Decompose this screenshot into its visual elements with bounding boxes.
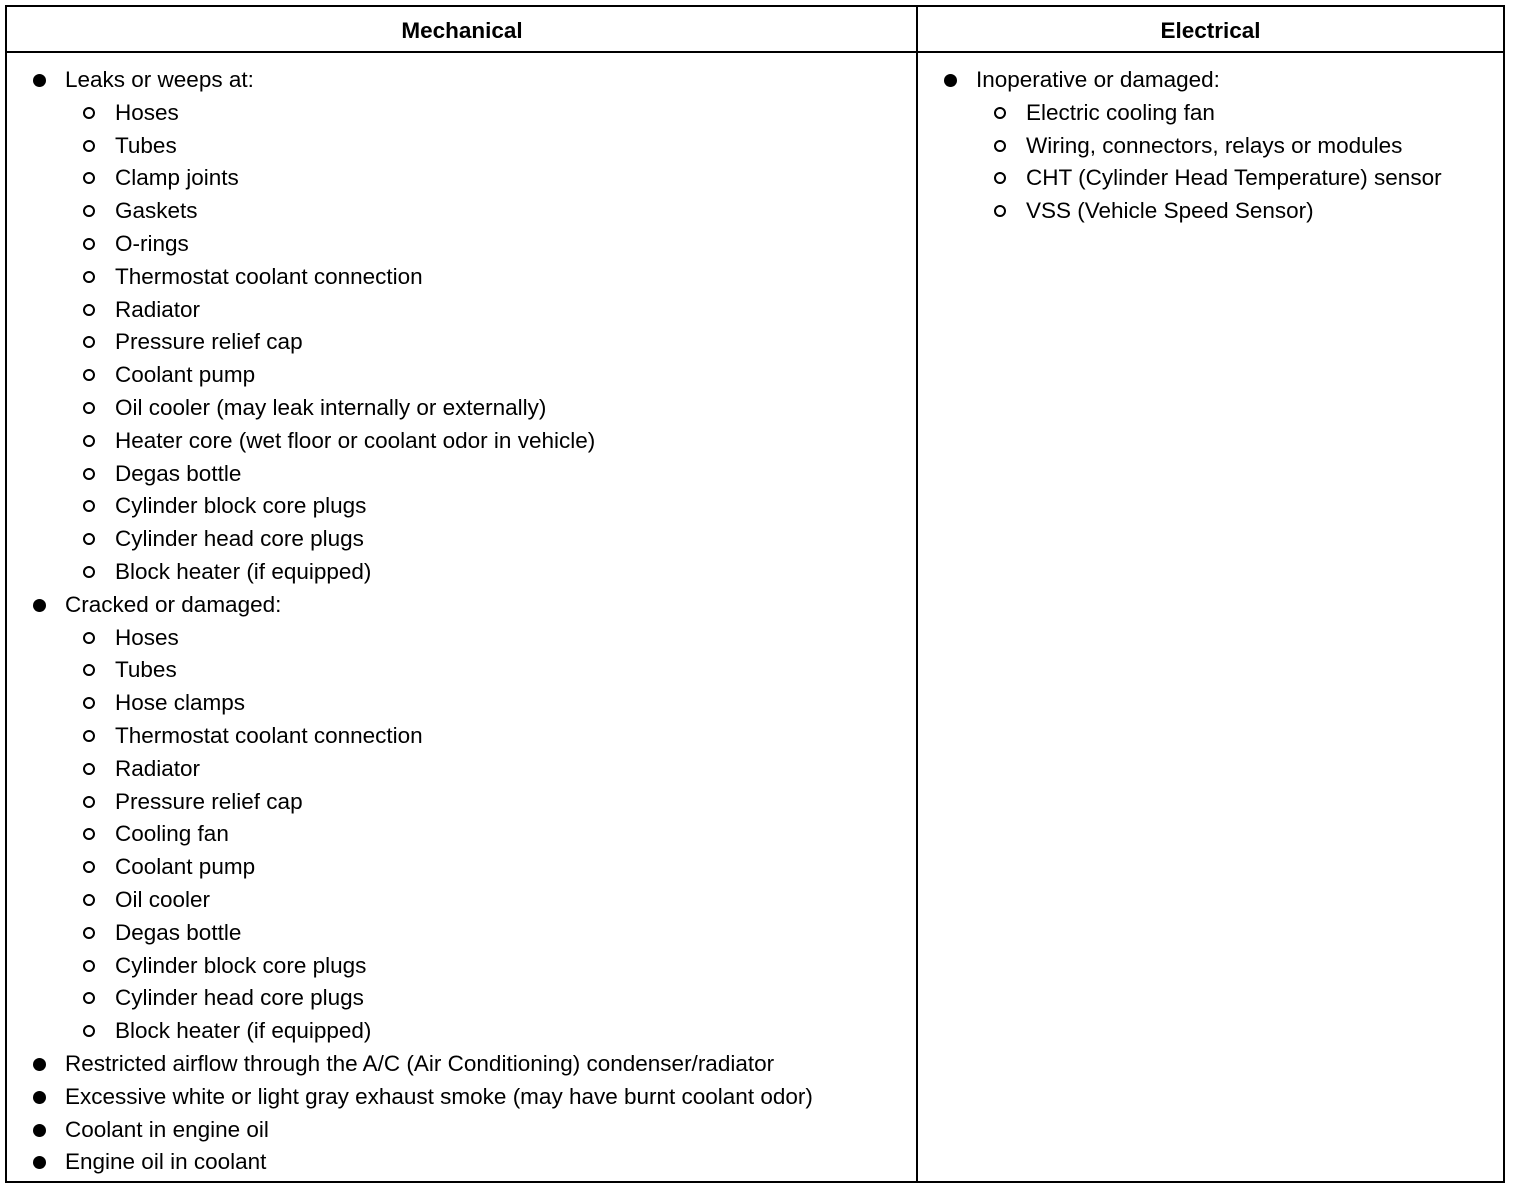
sub-list-item xyxy=(65,425,916,458)
item-text: Engine oil in coolant xyxy=(65,1149,267,1175)
circle-bullet-icon xyxy=(83,730,95,742)
sub-item-text: Tubes xyxy=(115,657,177,683)
sub-item-text: Hoses xyxy=(115,624,179,650)
sub-item-text: Wiring, connectors, relays or modules xyxy=(1026,132,1403,158)
circle-bullet-icon xyxy=(83,664,95,676)
sub-list-item xyxy=(65,786,916,819)
sub-item-text: Tubes xyxy=(115,132,177,158)
sub-item-text: Cylinder block core plugs xyxy=(115,493,367,519)
sub-list-item xyxy=(65,851,916,884)
list-item xyxy=(7,64,916,589)
sub-item-text: Cooling fan xyxy=(115,821,229,847)
sub-list-item xyxy=(65,195,916,228)
sub-list-item xyxy=(65,556,916,589)
circle-bullet-icon xyxy=(83,107,95,119)
circle-bullet-icon xyxy=(994,205,1006,217)
sub-list-item xyxy=(976,97,1503,130)
sub-list-item xyxy=(65,1015,916,1048)
sub-list-item xyxy=(65,392,916,425)
sub-item-text: Electric cooling fan xyxy=(1026,99,1215,125)
circle-bullet-icon xyxy=(83,894,95,906)
header-electrical: Electrical xyxy=(1160,18,1261,43)
sub-item-text: Degas bottle xyxy=(115,460,242,486)
sub-item-text: Radiator xyxy=(115,296,201,322)
circle-bullet-icon xyxy=(83,304,95,316)
sub-item-text: Block heater (if equipped) xyxy=(115,1018,372,1044)
bullet-icon xyxy=(944,74,957,87)
item-text: Leaks or weeps at: xyxy=(65,67,254,92)
sub-item-text: Clamp joints xyxy=(115,165,239,191)
sub-list-item xyxy=(65,490,916,523)
bullet-icon xyxy=(33,1091,46,1104)
electrical-list xyxy=(918,53,1503,228)
sub-list-item xyxy=(65,950,916,983)
circle-bullet-icon xyxy=(83,992,95,1004)
circle-bullet-icon xyxy=(994,140,1006,152)
bullet-icon xyxy=(33,599,46,612)
circle-bullet-icon xyxy=(83,632,95,644)
circle-bullet-icon xyxy=(83,927,95,939)
circle-bullet-icon xyxy=(83,369,95,381)
sub-list-item xyxy=(65,130,916,163)
circle-bullet-icon xyxy=(83,140,95,152)
circle-bullet-icon xyxy=(83,533,95,545)
sub-list-item xyxy=(65,228,916,261)
sub-list-item xyxy=(65,720,916,753)
sub-item-text: Cylinder head core plugs xyxy=(115,985,364,1011)
sub-item-text: CHT (Cylinder Head Temperature) sensor xyxy=(1026,165,1442,191)
list-item xyxy=(7,1048,916,1081)
sub-item-text: Thermostat coolant connection xyxy=(115,263,423,289)
sub-list-item xyxy=(65,523,916,556)
bullet-icon xyxy=(33,1156,46,1169)
circle-bullet-icon xyxy=(83,763,95,775)
sub-list-item xyxy=(65,622,916,655)
mechanical-list xyxy=(7,53,916,1179)
sub-item-text: Cylinder block core plugs xyxy=(115,952,367,978)
circle-bullet-icon xyxy=(83,697,95,709)
sub-list-item xyxy=(65,359,916,392)
sub-list-item xyxy=(976,162,1503,195)
circle-bullet-icon xyxy=(83,205,95,217)
sub-list-item xyxy=(65,97,916,130)
sub-item-text: Cylinder head core plugs xyxy=(115,526,364,552)
sub-item-text: Pressure relief cap xyxy=(115,788,303,814)
sub-item-text: Hose clamps xyxy=(115,690,246,716)
sub-item-text: Thermostat coolant connection xyxy=(115,722,423,748)
sub-list-item xyxy=(65,654,916,687)
item-text: Excessive white or light gray exhaust smoke (may have burnt coolant odor) xyxy=(65,1083,813,1109)
circle-bullet-icon xyxy=(83,271,95,283)
circle-bullet-icon xyxy=(83,960,95,972)
item-text: Restricted airflow through the A/C (Air Conditioning) condenser/radiator xyxy=(65,1050,775,1076)
circle-bullet-icon xyxy=(994,172,1006,184)
bullet-icon xyxy=(33,1124,46,1137)
list-item xyxy=(7,589,916,1048)
item-text: Inoperative or damaged: xyxy=(976,67,1220,92)
sub-list-item xyxy=(65,458,916,491)
mechanical-column xyxy=(7,53,916,1179)
circle-bullet-icon xyxy=(83,566,95,578)
sub-item-text: Radiator xyxy=(115,755,201,781)
list-item xyxy=(7,1114,916,1147)
list-item xyxy=(7,1146,916,1179)
symptom-table xyxy=(5,5,1505,1183)
sub-item-text: Oil cooler xyxy=(115,886,211,912)
sub-list-item xyxy=(65,884,916,917)
sub-item-text: Coolant pump xyxy=(115,362,256,388)
sub-list-item xyxy=(65,261,916,294)
circle-bullet-icon xyxy=(994,107,1006,119)
circle-bullet-icon xyxy=(83,1025,95,1037)
sub-item-text: Pressure relief cap xyxy=(115,329,303,355)
sub-item-text: Oil cooler (may leak internally or externally) xyxy=(115,394,547,420)
sub-item-text: Degas bottle xyxy=(115,919,242,945)
bullet-icon xyxy=(33,1058,46,1071)
sub-list-item xyxy=(65,982,916,1015)
bullet-icon xyxy=(33,74,46,87)
circle-bullet-icon xyxy=(83,828,95,840)
sub-list-item xyxy=(65,326,916,359)
circle-bullet-icon xyxy=(83,796,95,808)
circle-bullet-icon xyxy=(83,500,95,512)
circle-bullet-icon xyxy=(83,336,95,348)
item-text: Coolant in engine oil xyxy=(65,1116,269,1142)
list-item xyxy=(918,64,1503,228)
circle-bullet-icon xyxy=(83,172,95,184)
sub-item-text: O-rings xyxy=(115,230,189,256)
sub-list-item xyxy=(65,917,916,950)
sub-item-text: Gaskets xyxy=(115,198,198,224)
circle-bullet-icon xyxy=(83,861,95,873)
sub-item-text: Hoses xyxy=(115,99,179,125)
table-header-row xyxy=(7,7,1503,53)
sub-item-text: Coolant pump xyxy=(115,854,256,880)
sub-item-text: VSS (Vehicle Speed Sensor) xyxy=(1026,198,1314,224)
sub-list xyxy=(65,97,916,589)
sub-item-text: Heater core (wet floor or coolant odor in vehicle) xyxy=(115,427,596,453)
sub-list-item xyxy=(65,818,916,851)
sub-list-item xyxy=(976,130,1503,163)
electrical-column xyxy=(918,53,1503,228)
circle-bullet-icon xyxy=(83,238,95,250)
sub-list-item xyxy=(65,753,916,786)
sub-list-item xyxy=(976,195,1503,228)
item-text: Cracked or damaged: xyxy=(65,591,282,617)
sub-list-item xyxy=(65,687,916,720)
sub-list-item xyxy=(65,162,916,195)
list-item xyxy=(7,1081,916,1114)
sub-item-text: Block heater (if equipped) xyxy=(115,558,372,584)
header-mechanical: Mechanical xyxy=(401,18,523,43)
sub-list xyxy=(65,622,916,1048)
circle-bullet-icon xyxy=(83,435,95,447)
circle-bullet-icon xyxy=(83,468,95,480)
sub-list-item xyxy=(65,294,916,327)
sub-list xyxy=(976,97,1503,228)
circle-bullet-icon xyxy=(83,402,95,414)
